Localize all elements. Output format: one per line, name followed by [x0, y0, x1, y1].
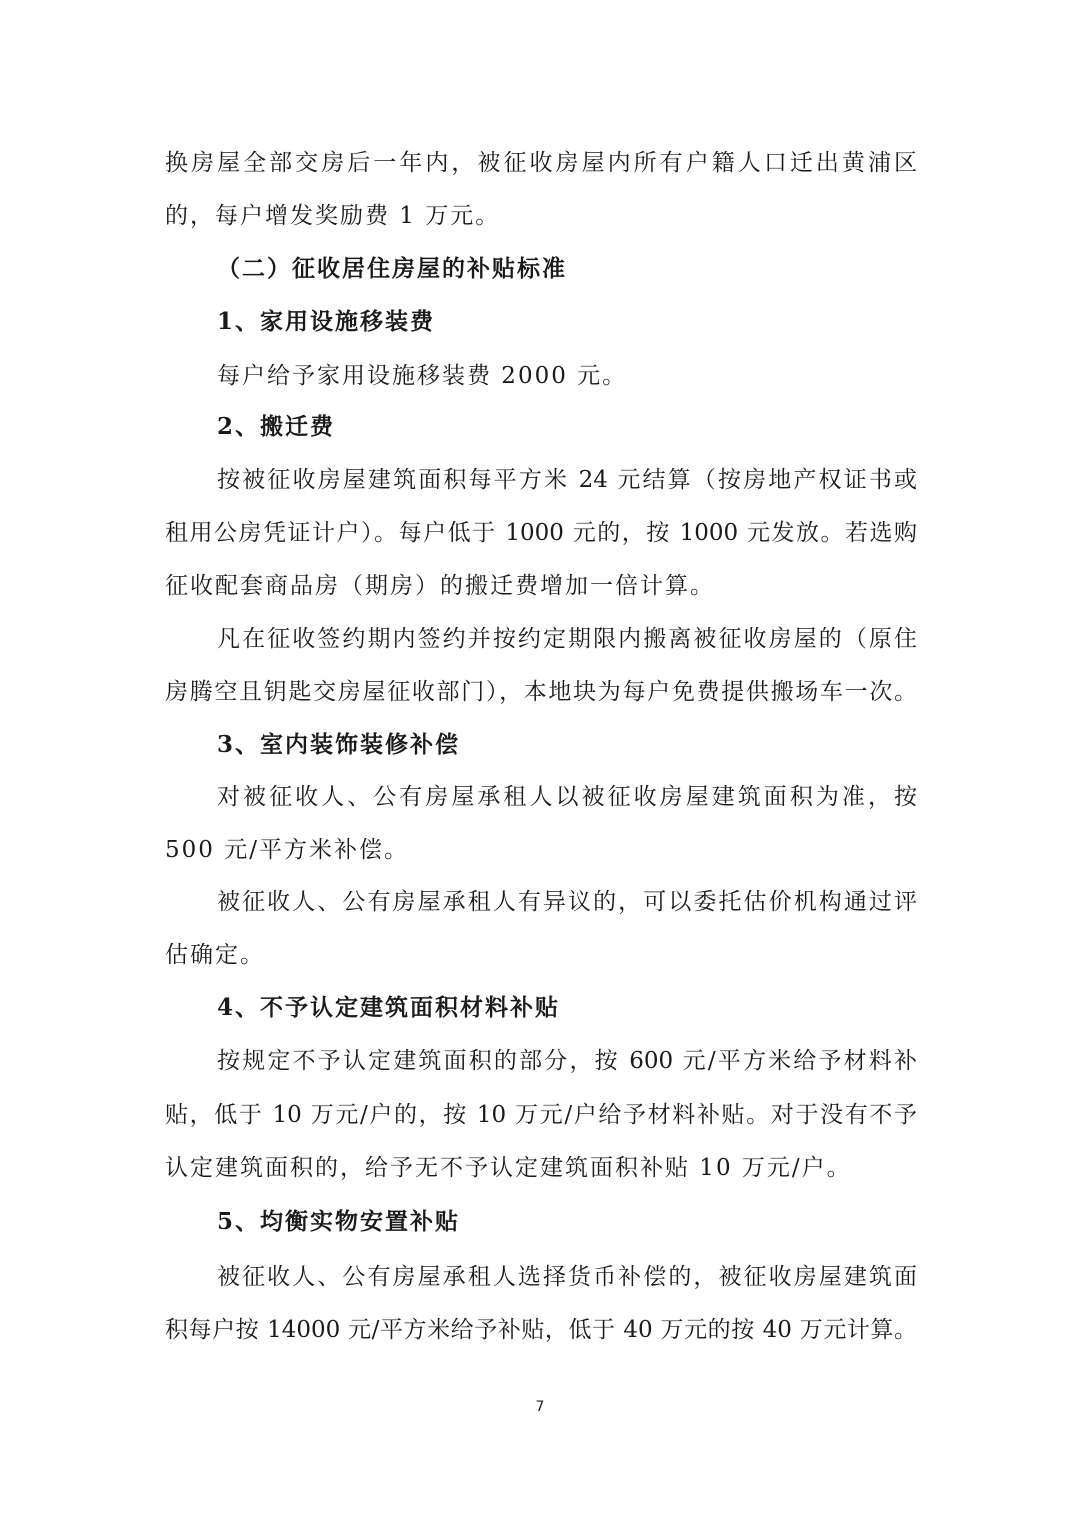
subsection-heading: 3、室内装饰装修补偿: [217, 731, 461, 758]
body-text-line: 的，每户增发奖励费 1 万元。: [165, 203, 501, 229]
body-text-line: 500 元/平方米补偿。: [165, 837, 409, 863]
body-text-line: 征收配套商品房（期房）的搬迁费增加一倍计算。: [165, 573, 715, 599]
body-text-line: 被征收人、公有房屋承租人选择货币补偿的，被征收房屋建筑面: [217, 1264, 917, 1290]
page-number: 7: [535, 1399, 545, 1415]
body-text-line: 对被征收人、公有房屋承租人以被征收房屋建筑面积为准，按: [217, 784, 917, 810]
body-text-line: 估确定。: [165, 942, 265, 968]
subsection-heading: 4、不予认定建筑面积材料补贴: [217, 994, 561, 1021]
body-text-line: 房腾空且钥匙交房屋征收部门），本地块为每户免费提供搬场车一次。: [165, 679, 917, 705]
body-text-line: 贴，低于 10 万元/户的，按 10 万元/户给予材料补贴。对于没有不予: [165, 1102, 917, 1128]
body-text-line: 租用公房凭证计户）。每户低于 1000 元的，按 1000 元发放。若选购: [165, 520, 917, 546]
body-text-line: 按被征收房屋建筑面积每平方米 24 元结算（按房地产权证书或: [217, 467, 917, 493]
body-text-line: 认定建筑面积的，给予无不予认定建筑面积补贴 10 万元/户。: [165, 1155, 852, 1181]
body-text-line: 被征收人、公有房屋承租人有异议的，可以委托估价机构通过评: [217, 889, 917, 915]
body-text-line: 换房屋全部交房后一年内，被征收房屋内所有户籍人口迁出黄浦区: [165, 150, 917, 176]
body-text-line: 按规定不予认定建筑面积的部分，按 600 元/平方米给予材料补: [217, 1048, 917, 1074]
body-text-line: 积每户按 14000 元/平方米给予补贴，低于 40 万元的按 40 万元计算。: [165, 1317, 917, 1343]
section-heading: （二）征收居住房屋的补贴标准: [217, 255, 567, 282]
subsection-heading: 2、搬迁费: [217, 413, 336, 440]
subsection-heading: 1、家用设施移装费: [217, 308, 436, 335]
body-text-line: 每户给予家用设施移装费 2000 元。: [217, 363, 628, 389]
subsection-heading: 5、均衡实物安置补贴: [217, 1208, 461, 1235]
body-text-line: 凡在征收签约期内签约并按约定期限内搬离被征收房屋的（原住: [217, 626, 917, 652]
